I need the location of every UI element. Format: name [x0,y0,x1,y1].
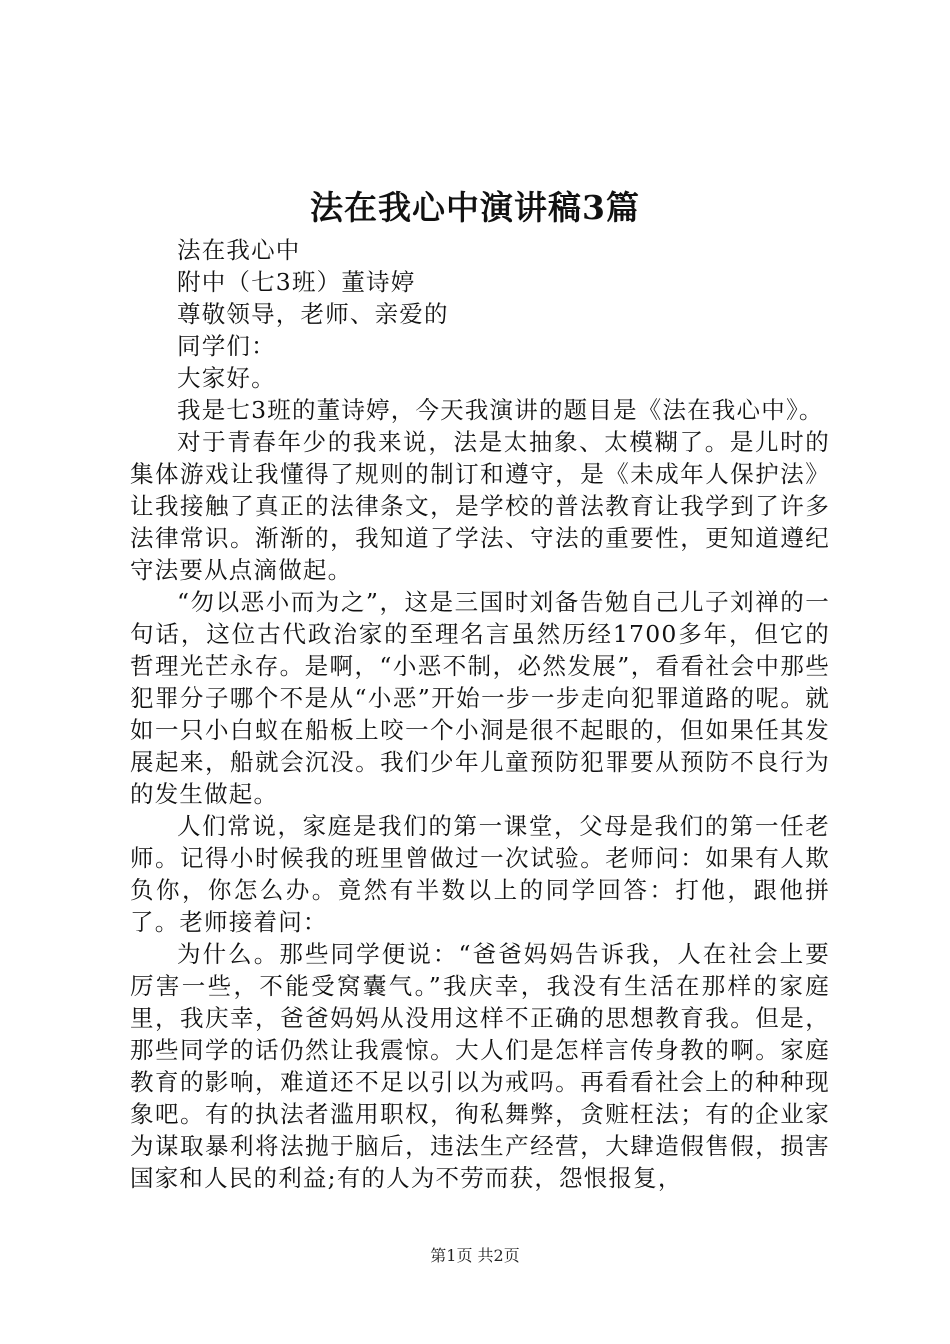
paragraph-salutation: 尊敬领导，老师、亲爱的 [177,300,449,328]
paragraph-intro: 我是七3班的董诗婷，今天我演讲的题目是《法在我心中》。 [177,396,824,424]
paragraph-body: 对于青春年少的我来说，法是太抽象、太模糊了。是儿时的集体游戏让我懂得了规则的制订和遵守，是《未成年人保护法》让我接触了真正的法律条文，是学校的普法教育让我学到了许多法律常识。渐渐的，我知道了学法、守法的重要性，更知道遵纪守法要从点滴做起。 [130,428,830,584]
paragraph-author: 附中（七3班）董诗婷 [177,268,416,296]
paragraph-body: 为什么。那些同学便说：“爸爸妈妈告诉我，人在社会上要厉害一些，不能受窝囊气。”我庆幸，我没有生活在那样的家庭里，我庆幸，爸爸妈妈从没用这样不正确的思想教育我。但是，那些同学的话仍然让我震惊。大人们是怎样言传身教的啊。家庭教育的影响，难道还不足以引以为戒吗。再看看社会上的种种现象吧。有的执法者滥用职权，徇私舞弊，贪赃枉法；有的企业家为谋取暴利将法抛于脑后，违法生产经营，大肆造假售假，损害国家和人民的利益;有的人为不劳而获，怨恨报复， [130,940,830,1192]
paragraph-body: “勿以恶小而为之”，这是三国时刘备告勉自己儿子刘禅的一句话，这位古代政治家的至理名言虽然历经1700多年，但它的哲理光芒永存。是啊，“小恶不制，必然发展”，看看社会中那些犯罪分子哪个不是从“小恶”开始一步一步走向犯罪道路的呢。就如一只小白蚁在船板上咬一个小洞是很不起眼的，但如果任其发展起来，船就会沉没。我们少年儿童预防犯罪要从预防不良行为的发生做起。 [130,588,830,808]
document-title: 法在我心中演讲稿3篇 [310,188,640,227]
paragraph-salutation-cont: 同学们： [177,332,276,360]
page-footer: 第1页 共2页 [430,1246,520,1265]
document-body [130,234,830,1194]
paragraph-greeting: 大家好。 [177,364,276,392]
paragraph-heading: 法在我心中 [177,236,301,264]
paragraph-body: 人们常说，家庭是我们的第一课堂，父母是我们的第一任老师。记得小时候我的班里曾做过一次试验。老师问：如果有人欺负你，你怎么办。竟然有半数以上的同学回答：打他，跟他拼了。老师接着问： [130,812,830,936]
